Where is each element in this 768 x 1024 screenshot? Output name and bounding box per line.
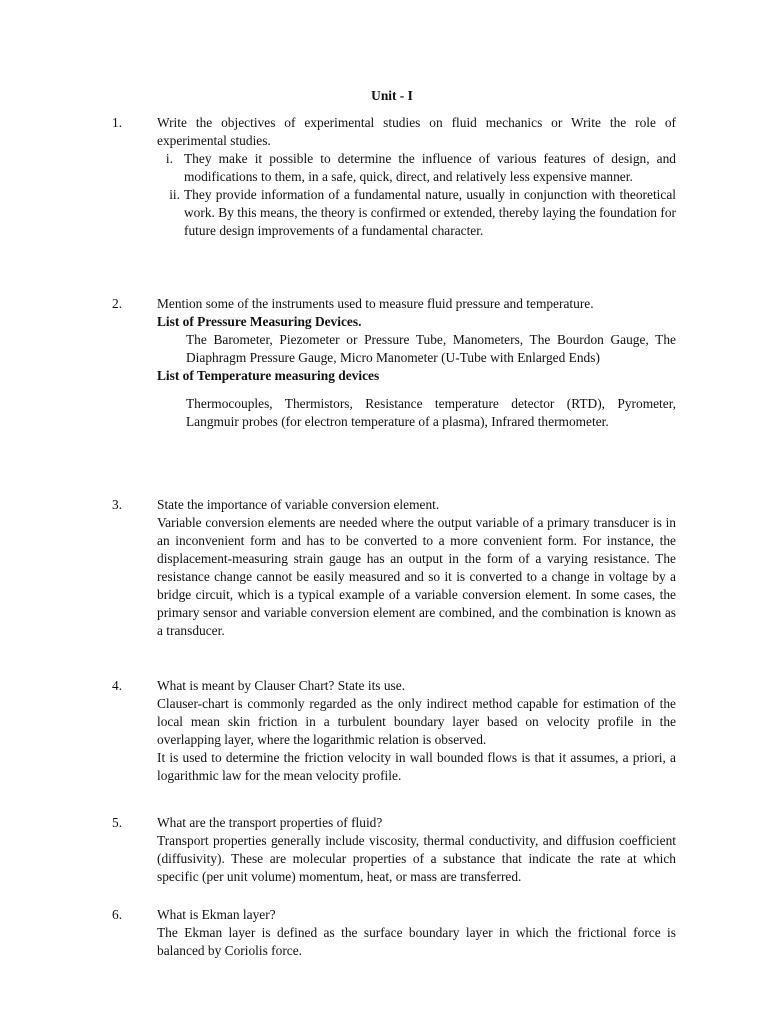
answer-text: Variable conversion elements are needed where the output variable of a primary transducer is in an inconvenient form and has to be converted to a more convenient form. For instance, the displacement-measuring strain gauge has an output in the form of a varying resistance. The resistance change cannot be easily measured and so it is converted to a change in voltage by a bridge circuit, which is a typical example of a variable conversion element. In some cases, the primary sensor and variable conversion element are combined, and the combination is known as a transducer.	[157, 515, 676, 638]
temperature-devices-heading: List of Temperature measuring devices	[157, 368, 380, 383]
page-title: Unit - I	[371, 88, 413, 103]
question-number: 4.	[112, 678, 123, 693]
temperature-devices-list: Thermocouples, Thermistors, Resistance temperature detector (RTD), Pyrometer, Langmuir probes (for electron temperature of a plasma), Infrared thermometer.	[186, 396, 676, 429]
answer-text: The Ekman layer is defined as the surface boundary layer in which the frictional force is balanced by Coriolis force.	[157, 925, 676, 958]
list-item	[157, 150, 676, 186]
question-2	[112, 295, 676, 431]
question-number: 6.	[112, 907, 123, 922]
answer-text: Transport properties generally include viscosity, thermal conductivity, and diffusion coefficient (diffusivity). These are molecular properties of a substance that indicate the rate at which specific (per unit volume) momentum, heat, or mass are transferred.	[157, 833, 676, 884]
question-number: 5.	[112, 815, 123, 830]
question-text: What is meant by Clauser Chart? State its use.	[157, 678, 406, 693]
question-4	[112, 677, 676, 785]
list-item-text: They provide information of a fundamental nature, usually in conjunction with theoretical work. By this means, the theory is confirmed or extended, thereby laying the foundation for future design improvements of a fundamental character.	[184, 187, 676, 238]
question-number: 3.	[112, 497, 123, 512]
question-text: Mention some of the instruments used to measure fluid pressure and temperature.	[157, 296, 594, 311]
question-number: 1.	[112, 115, 123, 130]
list-item	[157, 186, 676, 240]
question-text: What is Ekman layer?	[157, 907, 276, 922]
question-1	[112, 114, 676, 240]
list-marker: i.	[165, 151, 173, 166]
list-item-text: They make it possible to determine the influence of various features of design, and modifications to them, in a safe, quick, direct, and relatively less expensive manner.	[184, 151, 676, 184]
answer-text: Clauser-chart is commonly regarded as the only indirect method capable for estimation of the local mean skin friction in a turbulent boundary layer based on velocity profile in the overlapping layer, where the logarithmic relation is observed.	[157, 696, 676, 747]
question-text: Write the objectives of experimental studies on fluid mechanics or Write the role of experimental studies.	[157, 115, 676, 148]
question-5	[112, 814, 676, 886]
question-text: State the importance of variable conversion element.	[157, 497, 440, 512]
list-marker: ii.	[169, 187, 180, 202]
question-number: 2.	[112, 296, 123, 311]
answer-use-text: It is used to determine the friction velocity in wall bounded flows is that it assumes, a priori, a logarithmic law for the mean velocity profile.	[157, 750, 676, 783]
question-text: What are the transport properties of fluid?	[157, 815, 383, 830]
question-6	[112, 906, 676, 960]
question-3	[112, 496, 676, 640]
pressure-devices-heading: List of Pressure Measuring Devices.	[157, 314, 362, 329]
pressure-devices-list: The Barometer, Piezometer or Pressure Tube, Manometers, The Bourdon Gauge, The Diaphragm Pressure Gauge, Micro Manometer (U-Tube with Enlarged Ends)	[186, 332, 676, 365]
